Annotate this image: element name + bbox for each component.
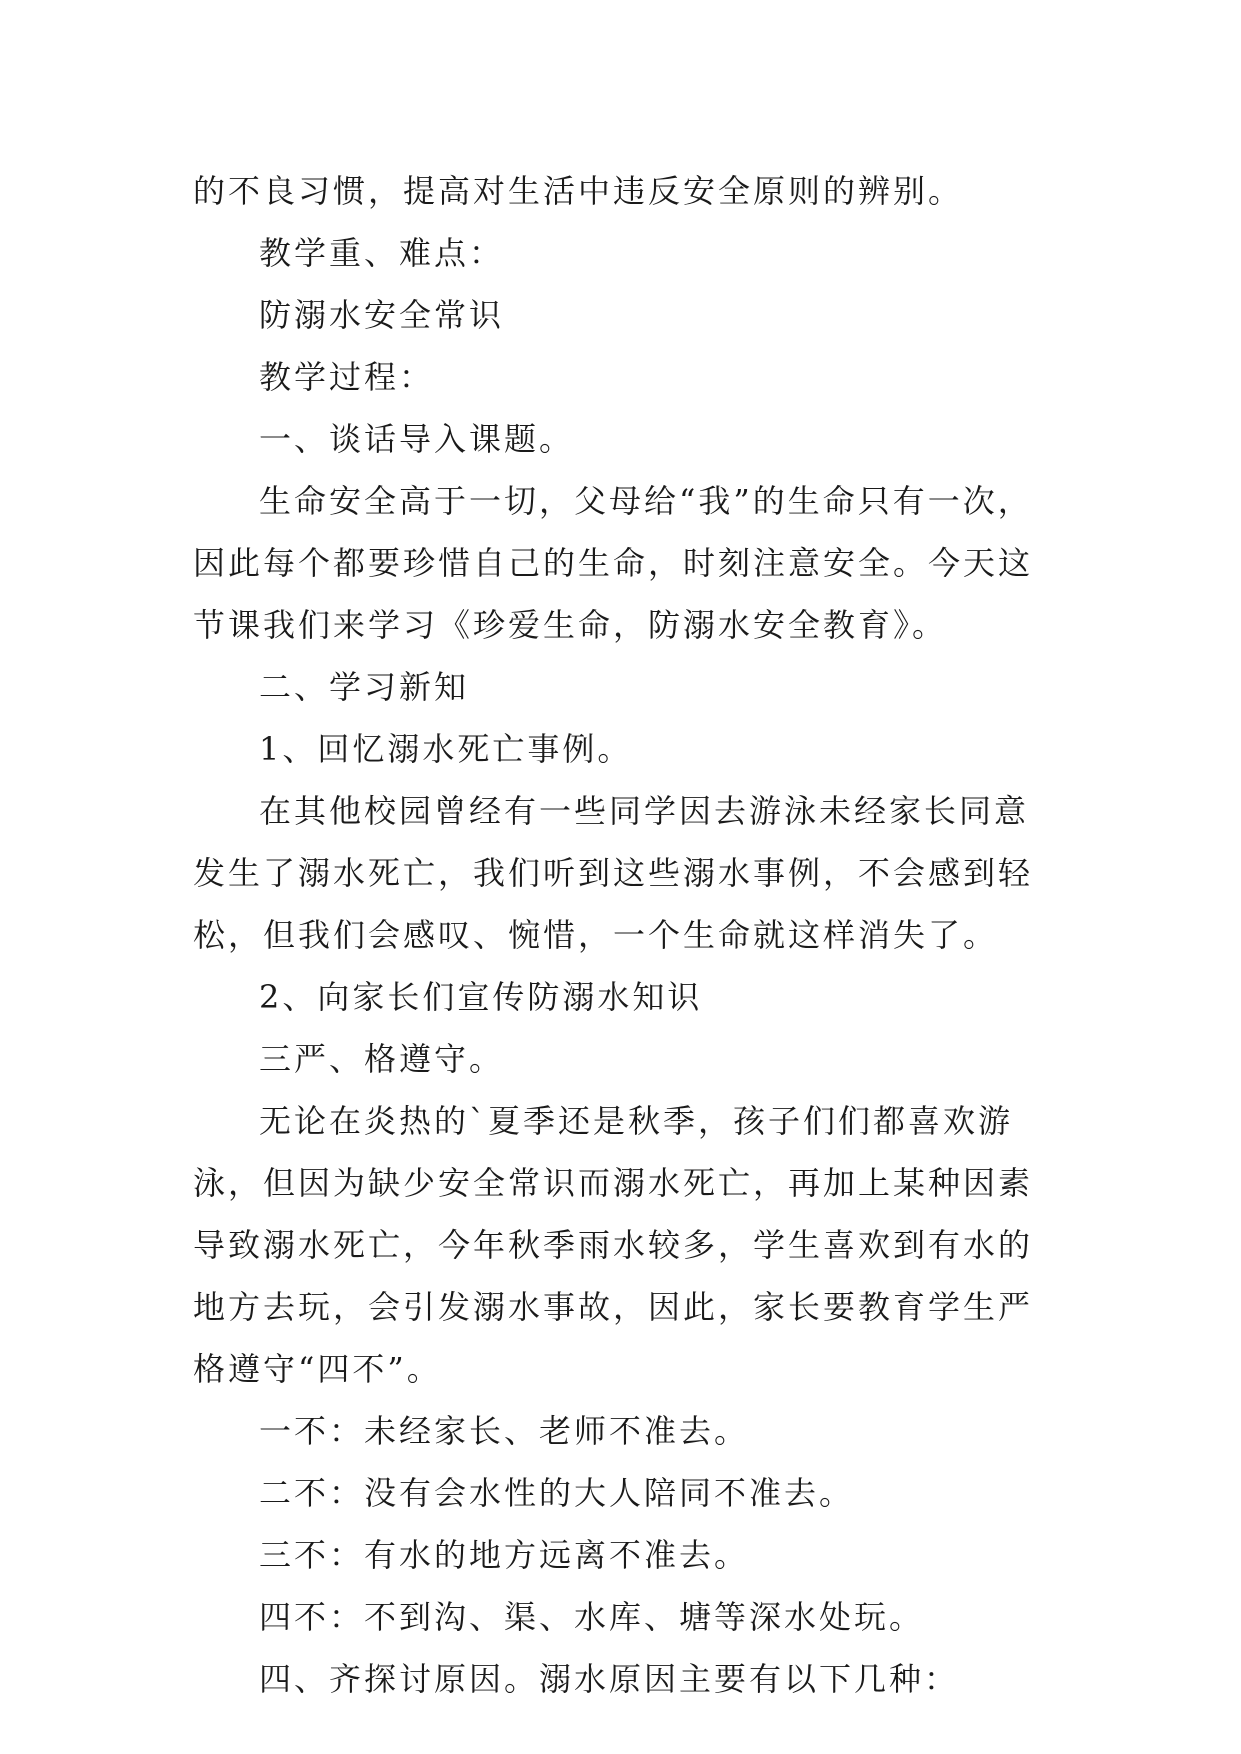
document-body [193, 160, 1057, 1710]
paragraph-2: 教学重、难点： [259, 234, 505, 272]
paragraph-17: 四、齐探讨原因。溺水原因主要有以下几种： [259, 1660, 960, 1698]
paragraph-9: 在其他校园曾经有一些同学因去游泳未经家长同意发生了溺水死亡，我们听到这些溺水事例，不会感到轻松，但我们会感叹、惋惜，一个生命就这样消失了。 [193, 792, 1034, 954]
paragraph-4: 教学过程： [259, 358, 435, 396]
paragraph-5: 一、谈话导入课题。 [259, 420, 575, 458]
paragraph-1: 的不良习惯，提高对生活中违反安全原则的辨别。 [193, 172, 964, 210]
paragraph-10: 2、向家长们宣传防溺水知识 [259, 978, 703, 1016]
paragraph-8: 1、回忆溺水死亡事例。 [259, 730, 633, 768]
paragraph-7: 二、学习新知 [259, 668, 470, 706]
paragraph-6: 生命安全高于一切，父母给“我”的生命只有一次，因此每个都要珍惜自己的生命，时刻注意安全。今天这节课我们来学习《珍爱生命，防溺水安全教育》。 [193, 482, 1034, 644]
paragraph-11: 三严、格遵守。 [259, 1040, 505, 1078]
paragraph-3: 防溺水安全常识 [259, 296, 505, 334]
paragraph-13: 一不：未经家长、老师不准去。 [259, 1412, 750, 1450]
paragraph-16: 四不：不到沟、渠、水库、塘等深水处玩。 [259, 1598, 925, 1636]
paragraph-12: 无论在炎热的`夏季还是秋季，孩子们们都喜欢游泳，但因为缺少安全常识而溺水死亡，再加上某种因素导致溺水死亡，今年秋季雨水较多，学生喜欢到有水的地方去玩，会引发溺水事故，因此，家长要教育学生严格遵守“四不”。 [193, 1102, 1034, 1388]
paragraph-14: 二不：没有会水性的大人陪同不准去。 [259, 1474, 855, 1512]
paragraph-15: 三不：有水的地方远离不准去。 [259, 1536, 750, 1574]
